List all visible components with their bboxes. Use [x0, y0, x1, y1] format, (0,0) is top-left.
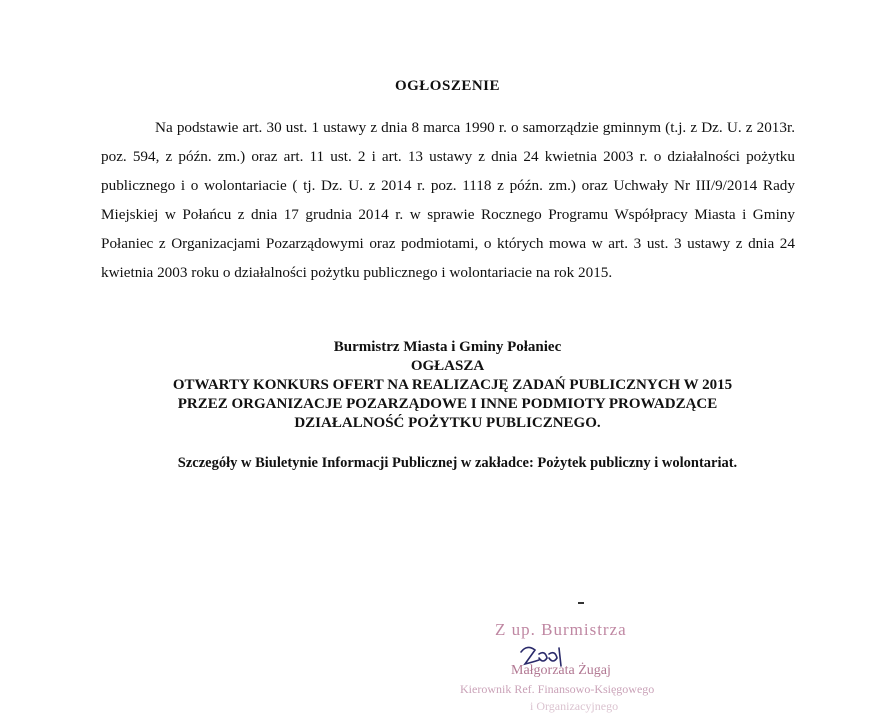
competition-title-line-1: OTWARTY KONKURS OFERT NA REALIZACJĘ ZADAŃ PUBLICZNYCH W 2015 [172, 377, 733, 393]
competition-title-line-3: DZIAŁALNOŚĆ POŻYTKU PUBLICZNEGO. [294, 415, 601, 431]
announcer-name: Burmistrz Miasta i Gminy Połaniec [333, 339, 562, 355]
legal-basis-paragraph [101, 113, 795, 287]
stamp-signer-department: i Organizacyjnego [530, 699, 619, 713]
details-note: Szczegóły w Biuletynie Informacji Publicznej w zakładce: Pożytek publiczny i wolontariat. [177, 455, 738, 471]
stamp-signer-name: Małgorzata Żugaj [511, 663, 611, 678]
competition-title-line-2: PRZEZ ORGANIZACJE POZARZĄDOWE I INNE PODMIOTY PROWADZĄCE [177, 396, 718, 412]
document-title: OGŁOSZENIE [394, 78, 501, 94]
announcement-block [0, 338, 895, 433]
legal-basis-text: Na podstawie art. 30 ust. 1 ustawy z dnia 8 marca 1990 r. o samorządzie gminnym (t.j. z Dz. U. z 2013r. poz. 594, z późn. zm.) oraz art. 11 ust. 2 i art. 13 ustawy z dnia 24 kwietnia 2003 r. o działalności pożytku publicznego i o wolontariacie ( tj. Dz. U. z 2014 r. poz. 1118 z późn. zm.) oraz Uchwały Nr III/9/2014 Rady Miejskiej w Połańcu z dnia 17 grudnia 2014 r. w sprawie Rocznego Programu Współpracy Miasta i Gminy Połaniec z Organizacjami Pozarządowymi oraz podmiotami, o których mowa w art. 3 ust. 3 ustawy z dnia 24 kwietnia 2003 roku o działalności pożytku publicznego i wolontariacie na rok 2015. [101, 119, 795, 281]
signature-stamp [455, 600, 755, 722]
stamp-on-behalf: Z up. Burmistrza [495, 620, 627, 639]
stamp-signer-position: Kierownik Ref. Finansowo-Księgowego [460, 682, 655, 696]
announces-verb: OGŁASZA [410, 358, 485, 374]
